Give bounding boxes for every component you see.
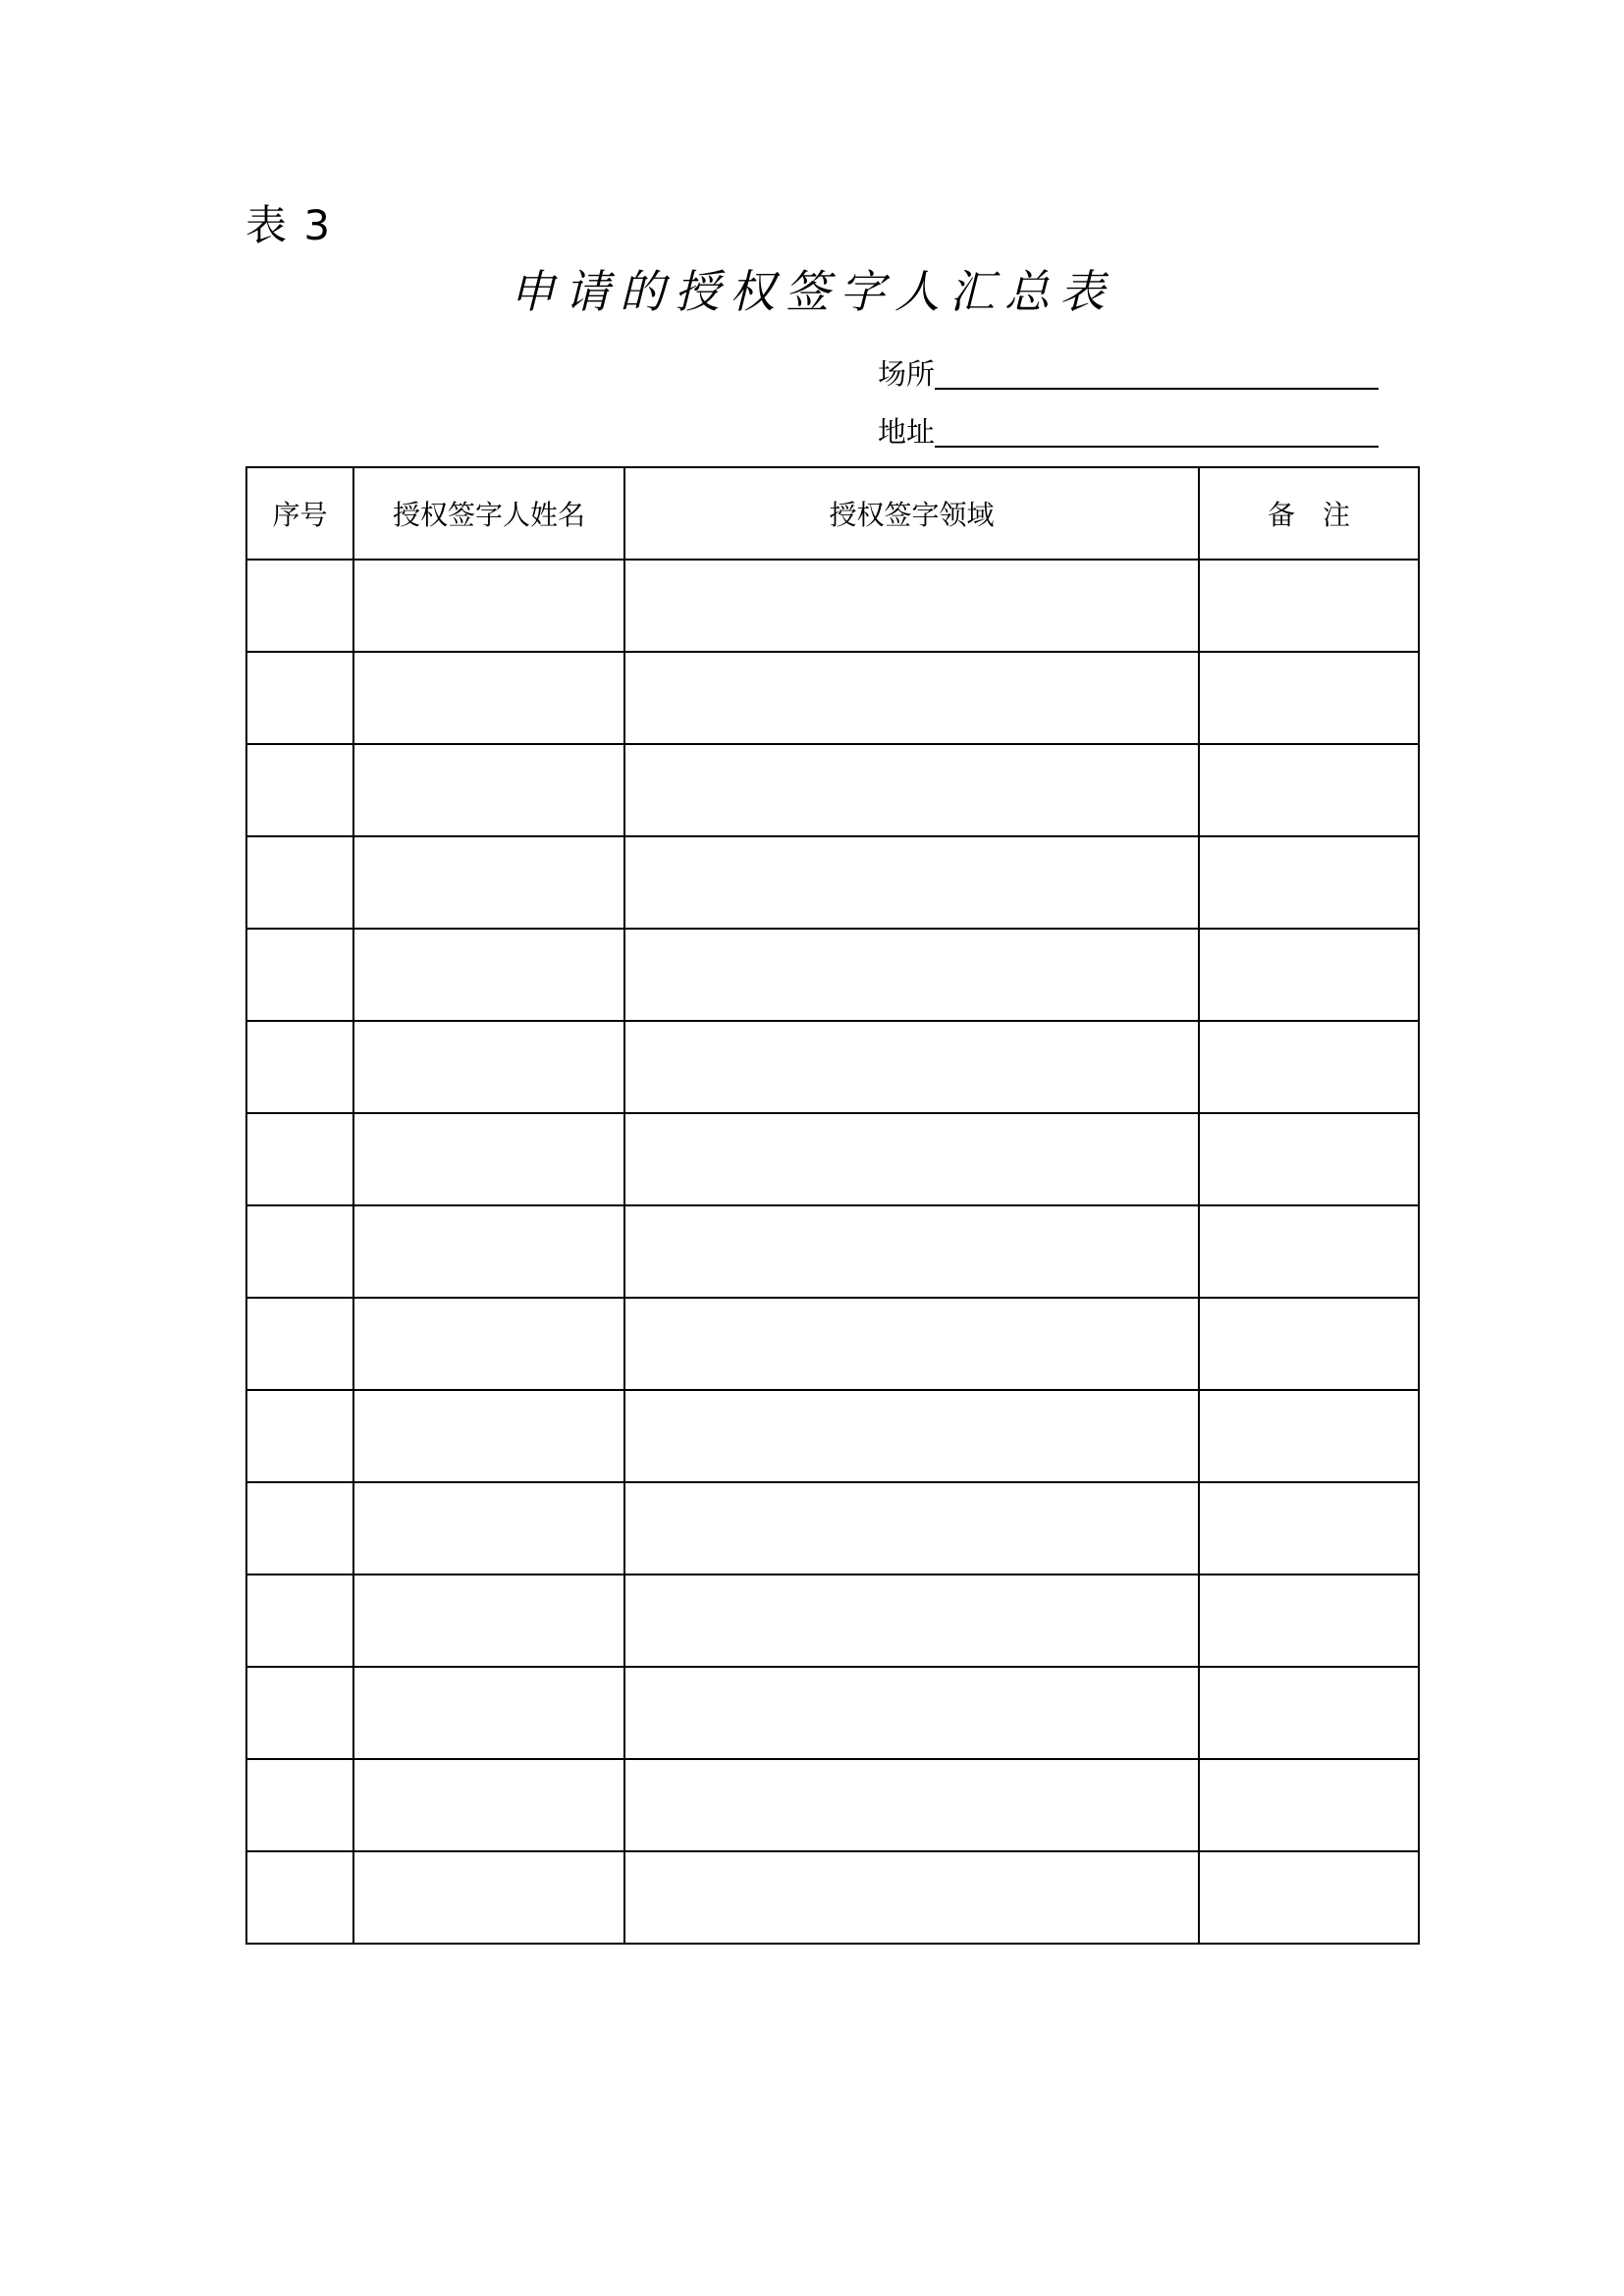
cell-serial-number[interactable] <box>246 1759 353 1851</box>
cell-remarks[interactable] <box>1199 1482 1419 1575</box>
table-row <box>246 1113 1419 1205</box>
cell-signatory-field[interactable] <box>624 1298 1199 1390</box>
cell-signatory-field[interactable] <box>624 929 1199 1021</box>
cell-serial-number[interactable] <box>246 1113 353 1205</box>
cell-signatory-field[interactable] <box>624 1759 1199 1851</box>
cell-serial-number[interactable] <box>246 836 353 929</box>
cell-remarks[interactable] <box>1199 1205 1419 1298</box>
cell-remarks[interactable] <box>1199 1759 1419 1851</box>
cell-signatory-name[interactable] <box>353 560 624 652</box>
cell-signatory-name[interactable] <box>353 1113 624 1205</box>
cell-signatory-name[interactable] <box>353 744 624 836</box>
table-row <box>246 1298 1419 1390</box>
cell-signatory-name[interactable] <box>353 1759 624 1851</box>
document-title: 申请的授权签字人汇总表 <box>510 265 1114 318</box>
cell-signatory-name[interactable] <box>353 929 624 1021</box>
cell-serial-number[interactable] <box>246 652 353 744</box>
address-label: 地址 <box>878 415 936 449</box>
cell-remarks[interactable] <box>1199 929 1419 1021</box>
cell-signatory-field[interactable] <box>624 1205 1199 1298</box>
table-row <box>246 1667 1419 1759</box>
cell-remarks[interactable] <box>1199 1575 1419 1667</box>
cell-remarks[interactable] <box>1199 836 1419 929</box>
cell-signatory-field[interactable] <box>624 744 1199 836</box>
cell-remarks[interactable] <box>1199 652 1419 744</box>
cell-serial-number[interactable] <box>246 1851 353 1944</box>
table-row <box>246 1205 1419 1298</box>
cell-signatory-field[interactable] <box>624 560 1199 652</box>
cell-signatory-name[interactable] <box>353 1667 624 1759</box>
table-row <box>246 1021 1419 1113</box>
cell-signatory-field[interactable] <box>624 1390 1199 1482</box>
table-row <box>246 929 1419 1021</box>
signatory-summary-table <box>245 466 1420 1945</box>
table-number-label: 表 3 <box>245 201 333 249</box>
cell-signatory-field[interactable] <box>624 1851 1199 1944</box>
cell-serial-number[interactable] <box>246 1205 353 1298</box>
cell-signatory-name[interactable] <box>353 1205 624 1298</box>
cell-signatory-name[interactable] <box>353 1575 624 1667</box>
table-row <box>246 560 1419 652</box>
cell-remarks[interactable] <box>1199 1390 1419 1482</box>
cell-serial-number[interactable] <box>246 1575 353 1667</box>
cell-remarks[interactable] <box>1199 560 1419 652</box>
cell-remarks[interactable] <box>1199 1298 1419 1390</box>
location-field <box>878 350 1379 394</box>
table-row <box>246 1759 1419 1851</box>
table-row <box>246 744 1419 836</box>
table-header-row <box>246 467 1419 560</box>
header-remarks: 备 注 <box>1199 467 1419 560</box>
cell-signatory-name[interactable] <box>353 1390 624 1482</box>
cell-serial-number[interactable] <box>246 1390 353 1482</box>
cell-signatory-field[interactable] <box>624 652 1199 744</box>
cell-serial-number[interactable] <box>246 1021 353 1113</box>
cell-signatory-field[interactable] <box>624 1575 1199 1667</box>
cell-serial-number[interactable] <box>246 1482 353 1575</box>
address-blank-line[interactable] <box>935 446 1379 448</box>
cell-signatory-name[interactable] <box>353 836 624 929</box>
cell-signatory-field[interactable] <box>624 1021 1199 1113</box>
table-row <box>246 836 1419 929</box>
cell-serial-number[interactable] <box>246 1667 353 1759</box>
cell-signatory-name[interactable] <box>353 1482 624 1575</box>
cell-signatory-name[interactable] <box>353 652 624 744</box>
cell-remarks[interactable] <box>1199 1113 1419 1205</box>
cell-signatory-field[interactable] <box>624 1113 1199 1205</box>
cell-serial-number[interactable] <box>246 560 353 652</box>
table-row <box>246 1851 1419 1944</box>
cell-signatory-field[interactable] <box>624 836 1199 929</box>
cell-signatory-name[interactable] <box>353 1021 624 1113</box>
address-field <box>878 408 1379 452</box>
cell-signatory-name[interactable] <box>353 1851 624 1944</box>
cell-signatory-name[interactable] <box>353 1298 624 1390</box>
header-signatory-name: 授权签字人姓名 <box>353 467 624 560</box>
cell-serial-number[interactable] <box>246 1298 353 1390</box>
location-blank-line[interactable] <box>935 388 1379 390</box>
cell-remarks[interactable] <box>1199 744 1419 836</box>
table-row <box>246 1482 1419 1575</box>
cell-signatory-field[interactable] <box>624 1667 1199 1759</box>
location-label: 场所 <box>878 357 936 391</box>
table-row <box>246 1390 1419 1482</box>
cell-signatory-field[interactable] <box>624 1482 1199 1575</box>
cell-remarks[interactable] <box>1199 1021 1419 1113</box>
table-body <box>246 560 1419 1944</box>
table-row <box>246 652 1419 744</box>
header-serial-number: 序号 <box>246 467 353 560</box>
cell-serial-number[interactable] <box>246 929 353 1021</box>
cell-remarks[interactable] <box>1199 1851 1419 1944</box>
table-row <box>246 1575 1419 1667</box>
cell-remarks[interactable] <box>1199 1667 1419 1759</box>
cell-serial-number[interactable] <box>246 744 353 836</box>
header-signatory-field: 授权签字领域 <box>624 467 1199 560</box>
